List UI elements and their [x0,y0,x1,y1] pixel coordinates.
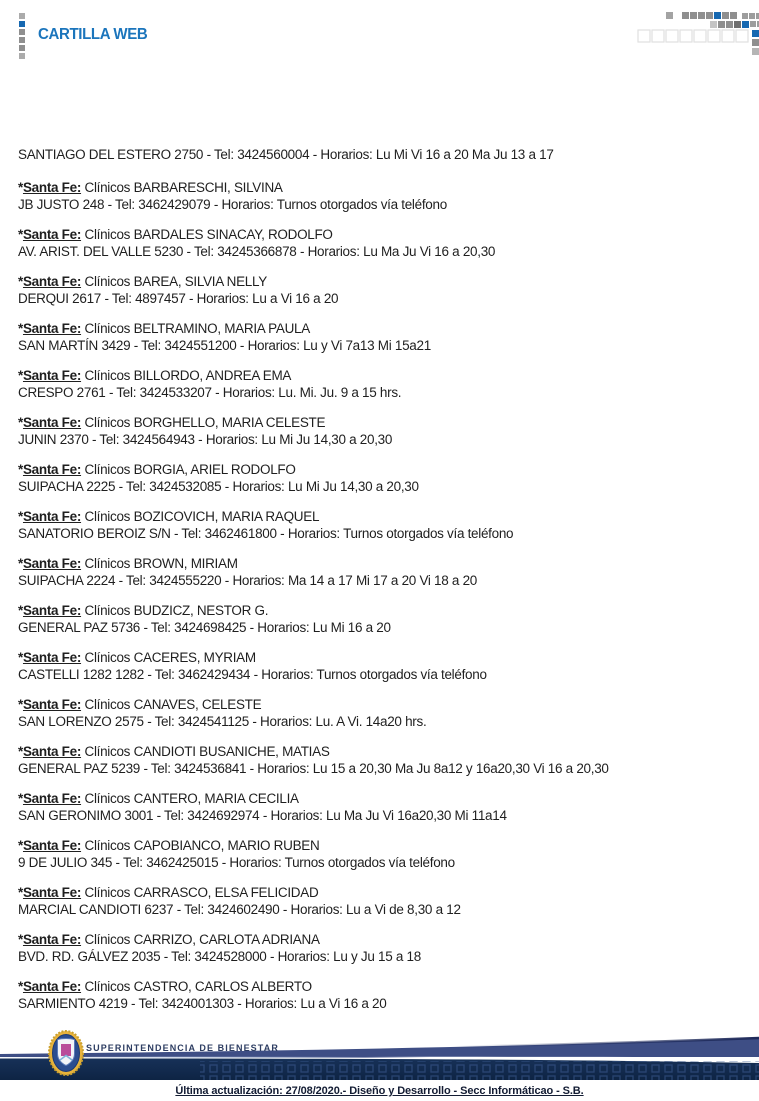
entry-prefix: * [18,226,23,242]
entry-prefix: * [18,743,23,759]
entry-prefix: * [18,414,23,430]
entry-heading [18,837,751,855]
entry-detail: SAN LORENZO 2575 - Tel: 3424541125 - Horarios: Lu. A Vi. 14a20 hrs. [18,714,427,729]
entry-heading [18,273,751,291]
entry-region-label: Santa Fe: [22,743,82,759]
entry-heading [18,508,751,526]
entry-detail: AV. ARIST. DEL VALLE 5230 - Tel: 34245366878 - Horarios: Lu Ma Ju Vi 16 a 20,30 [18,244,496,259]
header-mosaic-icon [636,8,759,58]
directory-entry [18,978,751,1013]
entry-provider-name: Clínicos BUDZICZ, NESTOR G. [81,602,269,618]
entry-provider-name: Clínicos CARRIZO, CARLOTA ADRIANA [81,931,320,947]
page-title: CARTILLA WEB [38,26,148,43]
entry-prefix: * [18,273,23,289]
entry-provider-name: Clínicos BORGHELLO, MARIA CELESTE [81,414,326,430]
entry-detail: SAN MARTÍN 3429 - Tel: 3424551200 - Horarios: Lu y Vi 7a13 Mi 15a21 [18,338,431,353]
entry-provider-name: Clínicos CANTERO, MARIA CECILIA [81,790,299,806]
entry-prefix: * [18,508,23,524]
entry-detail: SANATORIO BEROIZ S/N - Tel: 3462461800 - Horarios: Turnos otorgados vía teléfono [18,526,514,541]
entry-region-label: Santa Fe: [22,414,82,430]
entry-provider-name: Clínicos BOZICOVICH, MARIA RAQUEL [81,508,320,524]
entry-region-label: Santa Fe: [22,649,82,665]
entry-provider-name: Clínicos BARDALES SINACAY, RODOLFO [81,226,333,242]
continuation-line: SANTIAGO DEL ESTERO 2750 - Tel: 3424560004 - Horarios: Lu Mi Vi 16 a 20 Ma Ju 13 a 17 [18,147,554,162]
entry-region-label: Santa Fe: [22,461,82,477]
entry-detail: SARMIENTO 4219 - Tel: 3424001303 - Horarios: Lu a Vi 16 a 20 [18,996,387,1011]
entry-detail: CRESPO 2761 - Tel: 3424533207 - Horarios: Lu. Mi. Ju. 9 a 15 hrs. [18,385,402,400]
entry-detail: SUIPACHA 2225 - Tel: 3424532085 - Horarios: Lu Mi Ju 14,30 a 20,30 [18,479,419,494]
entry-detail: GENERAL PAZ 5736 - Tel: 3424698425 - Horarios: Lu Mi 16 a 20 [18,620,391,635]
entry-heading [18,461,751,479]
entry-heading [18,602,751,620]
entry-heading [18,555,751,573]
entry-region-label: Santa Fe: [22,696,82,712]
directory-entry [18,743,751,778]
entry-prefix: * [18,696,23,712]
entry-region-label: Santa Fe: [22,837,82,853]
directory-entry [18,837,751,872]
entry-heading [18,931,751,949]
entry-prefix: * [18,931,23,947]
footer-update-line: Última actualización: 27/08/2020.- Diseño y Desarrollo - Secc Informáticao - S.B. [175,1085,584,1097]
directory-entry [18,884,751,919]
directory-entry [18,320,751,355]
entry-region-label: Santa Fe: [22,790,82,806]
entry-heading [18,743,751,761]
directory-entry [18,461,751,496]
entry-provider-name: Clínicos CANAVES, CELESTE [81,696,262,712]
entry-detail: 9 DE JULIO 345 - Tel: 3462425015 - Horarios: Turnos otorgados vía teléfono [18,855,455,870]
entry-prefix: * [18,555,23,571]
entry-heading [18,320,751,338]
entry-detail: JUNIN 2370 - Tel: 3424564943 - Horarios: Lu Mi Ju 14,30 a 20,30 [18,432,393,447]
entry-heading [18,179,751,197]
entry-provider-name: Clínicos CACERES, MYRIAM [81,649,256,665]
directory-entry [18,367,751,402]
entry-prefix: * [18,978,23,994]
entry-region-label: Santa Fe: [22,320,82,336]
footer-swoosh-decoration [0,1030,759,1082]
entry-prefix: * [18,884,23,900]
entry-prefix: * [18,790,23,806]
entry-heading [18,978,751,996]
entry-region-label: Santa Fe: [22,508,82,524]
entry-heading [18,696,751,714]
entry-provider-name: Clínicos BARBARESCHI, SILVINA [81,179,283,195]
entry-detail: DERQUI 2617 - Tel: 4897457 - Horarios: Lu a Vi 16 a 20 [18,291,339,306]
entry-heading [18,790,751,808]
entry-provider-name: Clínicos BELTRAMINO, MARIA PAULA [81,320,310,336]
entry-detail: SAN GERONIMO 3001 - Tel: 3424692974 - Horarios: Lu Ma Ju Vi 16a20,30 Mi 11a14 [18,808,507,823]
entry-heading [18,884,751,902]
directory-entry [18,179,751,214]
entry-heading [18,649,751,667]
directory-entry [18,226,751,261]
entry-prefix: * [18,320,23,336]
directory-entry [18,273,751,308]
entry-detail: GENERAL PAZ 5239 - Tel: 3424536841 - Horarios: Lu 15 a 20,30 Ma Ju 8a12 y 16a20,30 Vi 16 a 20,30 [18,761,609,776]
entry-region-label: Santa Fe: [22,273,82,289]
entry-heading [18,367,751,385]
entry-region-label: Santa Fe: [22,931,82,947]
entry-prefix: * [18,367,23,383]
entry-provider-name: Clínicos BILLORDO, ANDREA EMA [81,367,292,383]
entry-detail: SUIPACHA 2224 - Tel: 3424555220 - Horarios: Ma 14 a 17 Mi 17 a 20 Vi 18 a 20 [18,573,477,588]
directory-entry [18,790,751,825]
directory-entry [18,555,751,590]
app-header [0,0,759,62]
entry-provider-name: Clínicos BAREA, SILVIA NELLY [81,273,267,289]
directory-entry [18,602,751,637]
entry-region-label: Santa Fe: [22,602,82,618]
entry-detail: CASTELLI 1282 1282 - Tel: 3462429434 - Horarios: Turnos otorgados vía teléfono [18,667,487,682]
directory-entry [18,696,751,731]
entry-prefix: * [18,179,23,195]
entry-detail: MARCIAL CANDIOTI 6237 - Tel: 3424602490 - Horarios: Lu a Vi de 8,30 a 12 [18,902,461,917]
entry-provider-name: Clínicos CASTRO, CARLOS ALBERTO [81,978,312,994]
entry-prefix: * [18,461,23,477]
entry-region-label: Santa Fe: [22,179,82,195]
bienestar-crest-logo [47,1029,85,1077]
org-name: SUPERINTENDENCIA DE BIENESTAR [86,1043,279,1053]
entry-region-label: Santa Fe: [22,884,82,900]
directory-entry [18,508,751,543]
entry-provider-name: Clínicos CANDIOTI BUSANICHE, MATIAS [81,743,330,759]
entry-region-label: Santa Fe: [22,555,82,571]
entry-region-label: Santa Fe: [22,978,82,994]
entry-provider-name: Clínicos BROWN, MIRIAM [81,555,238,571]
entry-provider-name: Clínicos BORGIA, ARIEL RODOLFO [81,461,296,477]
entry-prefix: * [18,649,23,665]
entry-region-label: Santa Fe: [22,226,82,242]
brand-squares-icon [19,13,27,61]
entry-prefix: * [18,837,23,853]
entry-region-label: Santa Fe: [22,367,82,383]
directory-entries [18,179,751,1013]
entry-provider-name: Clínicos CARRASCO, ELSA FELICIDAD [81,884,319,900]
directory-entry [18,931,751,966]
entry-detail: JB JUSTO 248 - Tel: 3462429079 - Horarios: Turnos otorgados vía teléfono [18,197,447,212]
directory-entry [18,414,751,449]
directory-list [18,146,751,1025]
entry-heading [18,226,751,244]
entry-heading [18,414,751,432]
entry-detail: BVD. RD. GÁLVEZ 2035 - Tel: 3424528000 - Horarios: Lu y Ju 15 a 18 [18,949,421,964]
entry-prefix: * [18,602,23,618]
entry-provider-name: Clínicos CAPOBIANCO, MARIO RUBEN [81,837,320,853]
directory-entry [18,649,751,684]
